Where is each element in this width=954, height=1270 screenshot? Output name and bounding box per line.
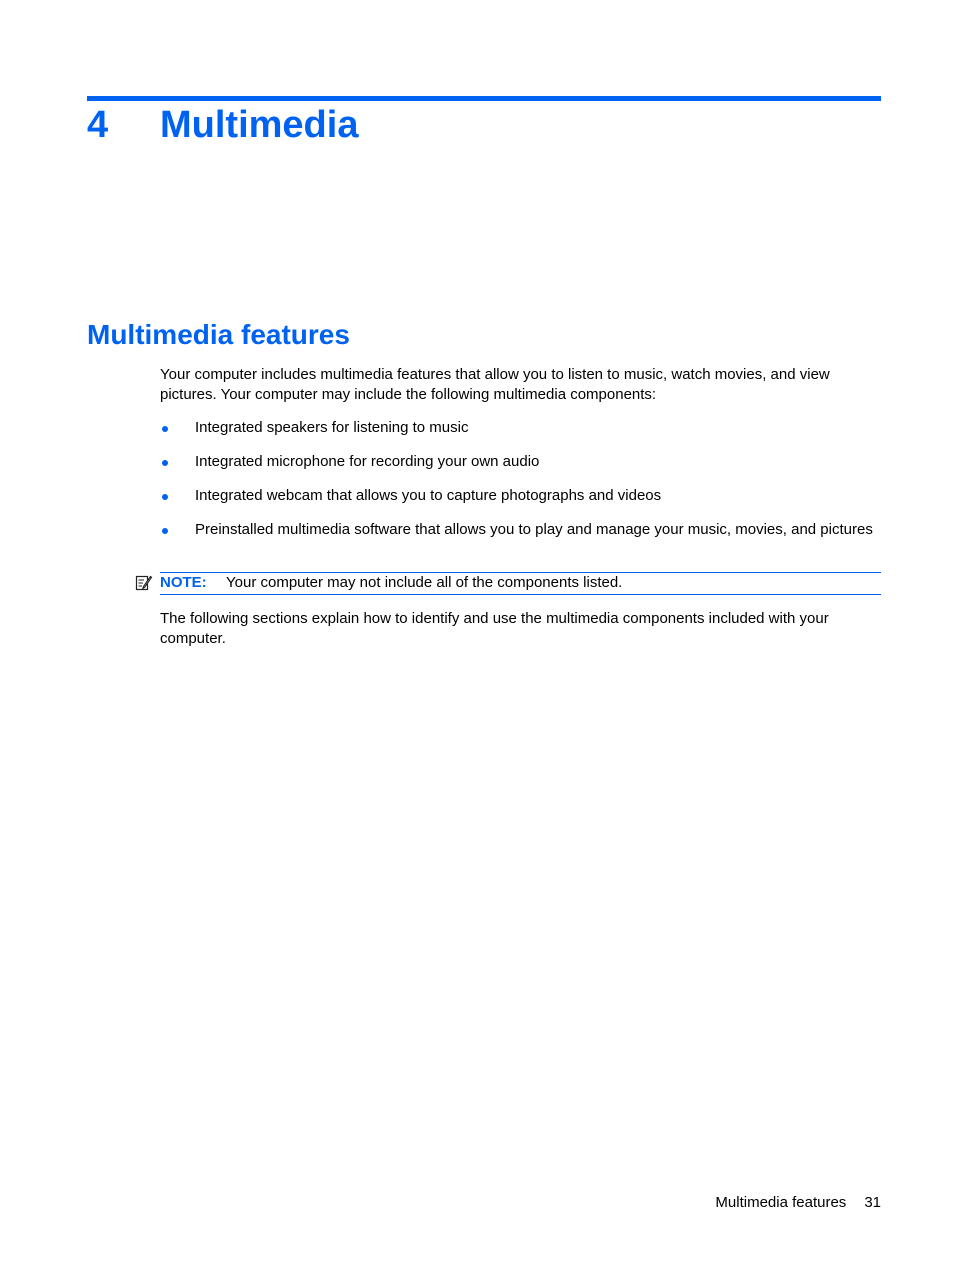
bullet-icon: [162, 494, 168, 500]
bullet-icon: [162, 528, 168, 534]
components-list: [160, 418, 884, 554]
page-footer: [715, 1193, 881, 1212]
chapter-number: 4: [87, 104, 109, 146]
note-pencil-icon: [135, 574, 153, 592]
note-label: NOTE:: [160, 574, 207, 591]
chapter-rule: [87, 96, 881, 101]
list-item: [160, 418, 884, 438]
list-item-text: Integrated webcam that allows you to capture photographs and videos: [195, 487, 662, 504]
list-item: [160, 452, 884, 472]
list-item-text: Integrated microphone for recording your own audio: [195, 453, 540, 470]
outro-paragraph: The following sections explain how to identify and use the multimedia components included with your computer.: [160, 610, 829, 647]
chapter-heading: [87, 102, 358, 148]
note-box: [160, 572, 881, 595]
bullet-icon: [162, 426, 168, 432]
list-item: [160, 520, 884, 540]
list-item-text: Preinstalled multimedia software that allows you to play and manage your music, movies, and pictures: [195, 521, 873, 538]
list-item: [160, 486, 884, 506]
chapter-title: Multimedia: [160, 104, 359, 146]
intro-paragraph: Your computer includes multimedia features that allow you to listen to music, watch movies, and view pictures. Your computer may include the following multimedia components:: [160, 366, 830, 403]
list-item-text: Integrated speakers for listening to music: [195, 419, 469, 436]
bullet-icon: [162, 460, 168, 466]
page-number: 31: [864, 1194, 881, 1211]
footer-section-name: Multimedia features: [715, 1194, 847, 1211]
note-text: Your computer may not include all of the components listed.: [226, 574, 623, 591]
section-heading: Multimedia features: [87, 319, 350, 350]
